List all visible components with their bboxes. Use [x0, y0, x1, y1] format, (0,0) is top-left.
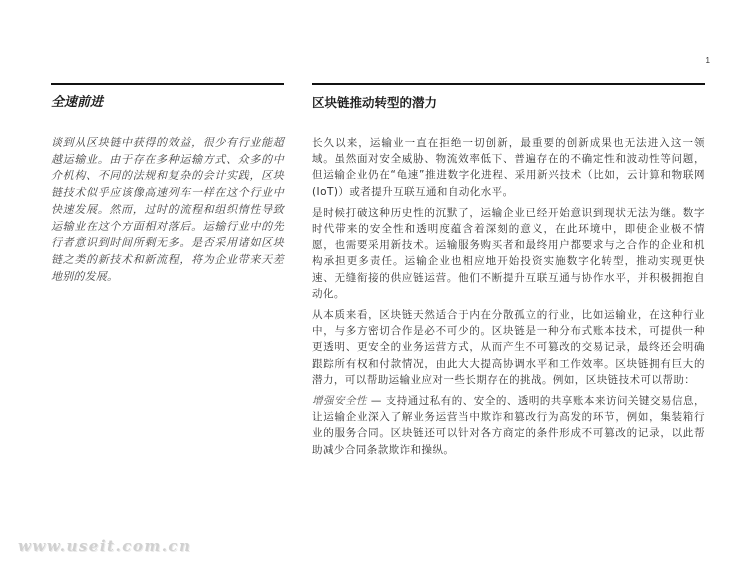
body-paragraph-3: 从本质来看，区块链天然适合于内在分散孤立的行业，比如运输业，在这种行业中，与多方密切合作是必不可少的。区块链是一种分布式账本技术，可提供一种更透明、更安全的业务运营方式，从而产生不可篡改的交易记录，最终还会明确跟踪所有权和付款情况，由此大大提高协调水平和工作效率。区块链拥有巨大的潜力，可以帮助运输业应对一些长期存在的挑战。例如，区块链技术可以帮助：: [312, 309, 705, 386]
left-section-title: 全速前进: [51, 95, 104, 110]
right-section-title: 区块链推动转型的潜力: [312, 95, 438, 110]
bullet-text: 支持通过私有的、安全的、透明的共享账本来访问关键交易信息，让运输企业深入了解业务运营当中欺诈和篡改行为高发的环节，例如，集装箱行业的服务合同。区块链还可以针对各方商定的条件形成不可篡改的记录，以此帮助减少合同条款欺诈和操纵。: [312, 395, 705, 456]
bullet-lead: 增强安全性: [312, 395, 368, 408]
left-column-rule: [51, 83, 284, 85]
watermark-logo: www.useit.com.cn: [18, 537, 192, 555]
body-paragraph-1: 长久以来，运输业一直在拒绝一切创新，最重要的创新成果也无法进入这一领域。虽然面对安全威胁、物流效率低下、普遍存在的不确定性和波动性等问题，但运输企业仍在“龟速”推进数字化进程、采用新兴技术（比如，云计算和物联网 (IoT)）或者提升互联互通和自动化水平。: [312, 137, 705, 198]
bullet-paragraph: [312, 393, 705, 458]
page-number: 1: [705, 56, 710, 65]
bullet-dash: —: [367, 395, 386, 408]
body-paragraph-2: 是时候打破这种历史性的沉默了，运输企业已经开始意识到现状无法为继。数字时代带来的安全性和透明度蕴含着深刻的意义，在此环境中，即使企业极不情愿，也需要采用新技术。运输服务购买者和最终用户都要求与之合作的企业和机构承担更多责任。运输企业也相应地开始投资实施数字化转型，推动实现更快速、无缝衔接的供应链运营。他们不断提升互联互通与协作水平，并积极拥抱自动化。: [312, 206, 705, 300]
right-column: [312, 95, 705, 463]
right-column-rule: [312, 83, 705, 85]
left-summary-text: 谈到从区块链中获得的效益，很少有行业能超越运输业。由于存在多种运输方式、众多的中介机构、不同的法规和复杂的会计实践，区块链技术似乎应该像高速列车一样在这个行业中快速发展。然而，过时的流程和组织惰性导致运输业在这个方面相对落后。运输行业中的先行者意识到时间所剩无多。是否采用诸如区块链之类的新技术和新流程，将为企业带来天差地别的发展。: [51, 136, 284, 283]
left-column: [51, 95, 284, 285]
